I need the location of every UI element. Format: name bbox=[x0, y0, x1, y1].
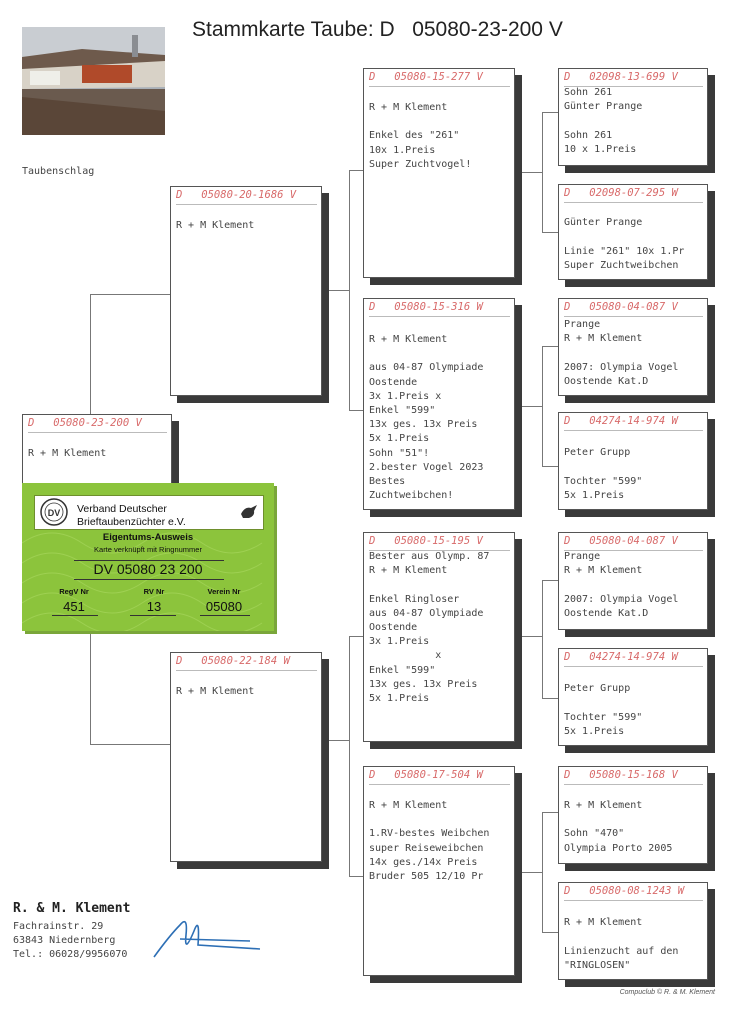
great-grandparent-card bbox=[558, 412, 708, 510]
connector-line bbox=[90, 294, 170, 295]
verein-label: Verein Nr bbox=[207, 587, 241, 596]
connector-line bbox=[542, 812, 543, 932]
ring-number: D 05080-15-316 W bbox=[369, 301, 510, 317]
grandparent-card bbox=[363, 68, 515, 278]
connector-line bbox=[515, 872, 543, 873]
divider bbox=[52, 615, 98, 616]
card-text: Sohn 261 Günter Prange Sohn 261 10 x 1.Preis bbox=[564, 87, 643, 155]
badge-ring-number: DV 05080 23 200 bbox=[93, 561, 203, 577]
ring-number: D 05080-22-184 W bbox=[176, 655, 317, 671]
connector-line bbox=[542, 466, 558, 467]
rv-label: RV Nr bbox=[143, 587, 165, 596]
connector-line bbox=[349, 170, 363, 171]
connector-line bbox=[90, 744, 170, 745]
connector-line bbox=[515, 172, 543, 173]
connector-line bbox=[542, 232, 558, 233]
owner-phone: Tel.: 06028/9956070 bbox=[13, 949, 128, 960]
ring-number: D 04274-14-974 W bbox=[564, 415, 703, 431]
divider bbox=[130, 615, 176, 616]
card-text: Prange R + M Klement 2007: Olympia Vogel Oostende Kat.D bbox=[564, 319, 679, 387]
verein-value: 05080 bbox=[205, 599, 243, 614]
connector-line bbox=[542, 580, 543, 698]
verband-name-line2: Brieftaubenzüchter e.V. bbox=[77, 516, 186, 528]
connector-line bbox=[322, 290, 350, 291]
card-text: Peter Grupp Tochter "599" 5x 1.Preis bbox=[564, 683, 643, 737]
connector-line bbox=[542, 580, 558, 581]
card-text: R + M Klement bbox=[28, 448, 107, 459]
connector-line bbox=[542, 112, 558, 113]
card-text: R + M Klement bbox=[176, 220, 255, 231]
pigeon-icon bbox=[239, 502, 259, 522]
signature bbox=[150, 905, 270, 965]
connector-line bbox=[349, 636, 350, 876]
great-grandparent-card bbox=[558, 766, 708, 864]
dam-card bbox=[170, 652, 322, 862]
great-grandparent-card bbox=[558, 298, 708, 396]
connector-line bbox=[515, 636, 543, 637]
great-grandparent-card bbox=[558, 648, 708, 746]
connector-line bbox=[90, 632, 91, 744]
ring-number: D 05080-08-1243 W bbox=[564, 885, 703, 901]
subject-card bbox=[22, 414, 172, 486]
rv-value: 13 bbox=[146, 599, 162, 614]
ring-number: D 05080-15-168 V bbox=[564, 769, 703, 785]
badge-subtitle: Karte verknüpft mit Ringnummer bbox=[94, 545, 202, 554]
ring-number: D 04274-14-974 W bbox=[564, 651, 703, 667]
card-text: Peter Grupp Tochter "599" 5x 1.Preis bbox=[564, 447, 643, 501]
connector-line bbox=[542, 698, 558, 699]
verband-name-line1: Verband Deutscher bbox=[77, 503, 167, 515]
connector-line bbox=[542, 932, 558, 933]
ring-number: D 02098-13-699 V bbox=[564, 71, 703, 87]
regv-value: 451 bbox=[63, 599, 85, 614]
card-text: R + M Klement Enkel des "261" 10x 1.Preis Super Zuchtvogel! bbox=[369, 102, 472, 170]
card-text: R + M Klement aus 04-87 Olympiade Oostende 3x 1.Preis x Enkel "599" 13x ges. 13x Preis 5x 1.Preis Sohn "51"! 2.bester Vogel 2023 Bestes Zuchtweibchen! bbox=[369, 334, 484, 502]
owner-city: 63843 Niedernberg bbox=[13, 935, 116, 946]
grandparent-card bbox=[363, 532, 515, 742]
card-text: R + M Klement 1.RV-bestes Weibchen super Reiseweibchen 14x ges./14x Preis Bruder 505 12/10 Pr bbox=[369, 800, 490, 883]
card-text: Prange R + M Klement 2007: Olympia Vogel Oostende Kat.D bbox=[564, 551, 679, 619]
card-text: R + M Klement Sohn "470" Olympia Porto 2005 bbox=[564, 800, 673, 854]
loft-label: Taubenschlag bbox=[22, 166, 95, 177]
verband-name bbox=[77, 503, 186, 529]
connector-line bbox=[542, 112, 543, 232]
footer-credit: Compuclub © R. & M. Klement bbox=[619, 989, 715, 996]
owner-street: Fachrainstr. 29 bbox=[13, 921, 104, 932]
ring-number: D 05080-15-195 V bbox=[369, 535, 510, 551]
great-grandparent-card bbox=[558, 882, 708, 980]
connector-line bbox=[515, 406, 543, 407]
connector-line bbox=[542, 812, 558, 813]
grandparent-card bbox=[363, 766, 515, 976]
sire-card bbox=[170, 186, 322, 396]
connector-line bbox=[349, 410, 363, 411]
card-text: Günter Prange Linie "261" 10x 1.Pr Super Zuchtweibchen bbox=[564, 217, 685, 271]
logo-text: DV bbox=[47, 508, 61, 518]
connector-line bbox=[322, 740, 350, 741]
ring-number: D 05080-20-1686 V bbox=[176, 189, 317, 205]
grandparent-card bbox=[363, 298, 515, 510]
verband-logo-icon bbox=[39, 497, 69, 527]
ring-number: D 05080-04-087 V bbox=[564, 301, 703, 317]
connector-line bbox=[349, 170, 350, 410]
ring-number: D 05080-23-200 V bbox=[28, 417, 167, 433]
ring-number: D 05080-15-277 V bbox=[369, 71, 510, 87]
divider bbox=[200, 615, 250, 616]
ring-number: D 05080-17-504 W bbox=[369, 769, 510, 785]
connector-line bbox=[542, 346, 543, 466]
card-text: R + M Klement Linienzucht auf den "RINGLOSEN" bbox=[564, 917, 679, 971]
great-grandparent-card bbox=[558, 184, 708, 280]
loft-photo bbox=[22, 27, 165, 135]
great-grandparent-card bbox=[558, 68, 708, 166]
regv-label: RegV Nr bbox=[59, 587, 89, 596]
card-text: R + M Klement bbox=[176, 686, 255, 697]
ring-number: D 02098-07-295 W bbox=[564, 187, 703, 203]
ownership-card bbox=[22, 483, 274, 631]
badge-title: Eigentums-Ausweis bbox=[102, 532, 194, 543]
divider bbox=[74, 579, 224, 580]
great-grandparent-card bbox=[558, 532, 708, 630]
connector-line bbox=[542, 346, 558, 347]
ring-number: D 05080-04-087 V bbox=[564, 535, 703, 551]
connector-line bbox=[349, 636, 363, 637]
page-title: Stammkarte Taube: D 05080-23-200 V bbox=[192, 18, 563, 41]
connector-line bbox=[349, 876, 363, 877]
connector-line bbox=[90, 294, 91, 414]
card-text: Bester aus Olymp. 87 R + M Klement Enkel Ringloser aus 04-87 Olympiade Oostende 3x 1.Preis x Enkel "599" 13x ges. 13x Preis 5x 1.Preis bbox=[369, 551, 490, 705]
owner-name: R. & M. Klement bbox=[13, 901, 131, 916]
